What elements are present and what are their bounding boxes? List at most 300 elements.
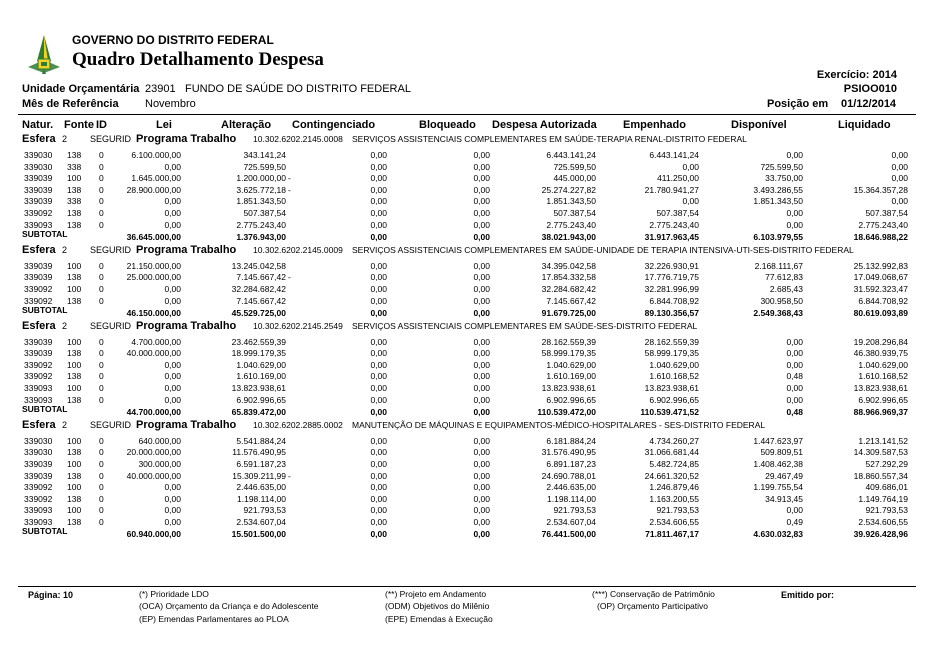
liquidado-cell: 1.213.141,52	[858, 435, 908, 446]
alteracao-cell: 1.610.169,00	[236, 371, 286, 382]
alteracao-cell: 6.591.187,23	[236, 458, 286, 469]
contingenciado-cell: 0,00	[370, 516, 387, 527]
lei-subtotal: 60.940.000,00	[126, 529, 181, 539]
table-row	[0, 395, 942, 406]
alteracao-cell: 23.462.559,39	[231, 336, 286, 347]
contingenciado-cell: 0,00	[370, 394, 387, 405]
autorizada-cell: 6.902.996,65	[546, 394, 596, 405]
empenhado-cell: 1.163.200,55	[649, 493, 699, 504]
fonte-cell: 138	[67, 272, 82, 283]
empenhado-cell: 31.066.681,44	[644, 447, 699, 458]
fonte-cell: 100	[67, 173, 82, 184]
lei-cell: 0,00	[164, 482, 181, 493]
liquidado-cell: 46.380.939,75	[853, 348, 908, 359]
empenhado-cell: 1.246.879,46	[649, 482, 699, 493]
col-lei: Lei	[156, 119, 172, 131]
liquidado-cell: 18.860.557,34	[853, 470, 908, 481]
bloqueado-cell: 0,00	[473, 219, 490, 230]
id-cell: 0	[99, 348, 104, 359]
bloqueado-cell: 0,00	[473, 371, 490, 382]
alteracao-cell: 725.599,50	[243, 161, 286, 172]
disponivel-cell: 1.447.623,97	[753, 435, 803, 446]
natur-cell: 339030	[24, 435, 53, 446]
empenhado-cell: 6.902.996,65	[649, 394, 699, 405]
natur-cell: 339092	[24, 208, 53, 218]
empenhado-cell: 32.281.996,99	[644, 283, 699, 294]
legend-odm: (ODM) Objetivos do Milênio	[385, 601, 490, 611]
liquidado-cell: 15.364.357,28	[853, 184, 908, 195]
fonte-cell: 138	[67, 470, 82, 481]
fonte-cell: 138	[67, 447, 82, 458]
contingenciado-cell: 0,00	[370, 283, 387, 294]
fonte-cell: 138	[67, 516, 82, 527]
col-autorizada: Despesa Autorizada	[492, 119, 597, 131]
org-name: GOVERNO DO DISTRITO FEDERAL	[72, 33, 274, 47]
programa-code: 10.302.6202.2145.0009	[253, 244, 343, 255]
liquidado-subtotal: 88.966.969,37	[853, 406, 908, 417]
alteracao-cell: 7.145.667,42	[236, 295, 286, 306]
disponivel-cell: 1.408.462,38	[753, 458, 803, 469]
contingenciado-cell: 0,00	[370, 295, 387, 306]
empenhado-cell: 17.776.719,75	[644, 272, 699, 283]
disponivel-cell: 29.467,49	[765, 470, 803, 481]
esfera-value: 2	[62, 244, 68, 255]
programa-desc: SERVIÇOS ASSISTENCIAIS COMPLEMENTARES EM SAÚDE-UNIDADE DE TERAPIA INTENSIVA-UTI-SES-DISTRITO FEDERAL	[352, 244, 854, 255]
autorizada-cell: 58.999.179,35	[541, 348, 596, 359]
subtotal-label: SUBTOTAL	[22, 304, 68, 315]
liquidado-cell: 0,00	[891, 196, 908, 207]
disponivel-cell: 0,48	[786, 371, 803, 382]
id-cell: 0	[99, 470, 104, 481]
lei-cell: 0,00	[164, 505, 181, 516]
lei-cell: 0,00	[164, 394, 181, 405]
id-cell: 0	[99, 161, 104, 172]
disponivel-cell: 0,00	[786, 348, 803, 359]
natur-cell: 339039	[24, 348, 53, 359]
liquidado-cell: 31.592.323,47	[853, 283, 908, 294]
liquidado-cell: 0,00	[891, 173, 908, 184]
header-divider	[18, 114, 916, 115]
page-number: Página: 10	[28, 590, 74, 600]
table-row	[0, 162, 942, 173]
table-row	[0, 371, 942, 382]
id-cell: 0	[99, 184, 104, 195]
bloqueado-cell: 0,00	[473, 458, 490, 469]
lei-cell: 25.000.000,00	[126, 272, 181, 283]
bloqueado-cell: 0,00	[473, 184, 490, 195]
natur-cell: 339039	[24, 458, 53, 469]
table-row	[0, 185, 942, 196]
table-row	[0, 436, 942, 447]
empenhado-cell: 921.793,53	[656, 505, 699, 516]
empenhado-subtotal: 71.811.467,17	[645, 529, 699, 539]
fonte-cell: 100	[67, 383, 82, 393]
bloqueado-cell: 0,00	[473, 173, 490, 184]
liquidado-cell: 2.534.606,55	[858, 516, 908, 527]
disponivel-subtotal: 0,48	[786, 406, 803, 417]
report-code: PSIOO010	[843, 83, 897, 95]
autorizada-cell: 6.181.884,24	[546, 435, 596, 446]
posicao-value: 01/12/2014	[841, 98, 897, 110]
fonte-cell: 138	[67, 371, 82, 382]
alteracao-cell: 1.040.629,00	[236, 359, 286, 370]
lei-cell: 0,00	[164, 283, 181, 294]
id-cell: 0	[99, 383, 104, 393]
autorizada-cell: 1.610.169,00	[546, 371, 596, 382]
mes-label: Mês de Referência	[22, 98, 119, 110]
col-id: ID	[96, 119, 107, 131]
bloqueado-subtotal: 0,00	[473, 529, 490, 539]
lei-subtotal: 46.150.000,00	[126, 307, 181, 318]
unidade-label: Unidade Orçamentária	[22, 83, 140, 95]
lei-cell: 0,00	[164, 493, 181, 504]
fonte-cell: 100	[67, 458, 82, 469]
liquidado-cell: 19.208.296,84	[853, 336, 908, 347]
liquidado-cell: 409.686,01	[865, 482, 908, 493]
table-row	[0, 517, 942, 528]
contingenciado-subtotal: 0,00	[370, 231, 387, 242]
contingenciado-subtotal: 0,00	[370, 406, 387, 417]
fonte-cell: 100	[67, 435, 82, 446]
autorizada-cell: 445.000,00	[553, 173, 596, 184]
bloqueado-cell: 0,00	[473, 435, 490, 446]
natur-cell: 339039	[24, 196, 53, 207]
lei-cell: 28.900.000,00	[126, 184, 181, 195]
id-cell: 0	[99, 283, 104, 294]
disponivel-cell: 0,00	[786, 208, 803, 218]
alteracao-cell: 13.245.042,58	[231, 260, 286, 271]
subtotal-row	[0, 403, 942, 418]
empenhado-subtotal: 110.539.471,52	[640, 406, 699, 417]
id-cell: 0	[99, 516, 104, 527]
alteracao-cell: 11.576.490,95	[232, 447, 286, 458]
empenhado-cell: 32.226.930,91	[644, 260, 699, 271]
legend-op: (OP) Orçamento Participativo	[597, 601, 709, 611]
autorizada-cell: 1.040.629,00	[546, 359, 596, 370]
subtotal-label: SUBTOTAL	[22, 403, 68, 414]
table-row	[0, 505, 942, 516]
esfera-value: 2	[62, 419, 68, 430]
natur-cell: 339030	[24, 150, 53, 160]
disponivel-cell: 0,00	[786, 505, 803, 516]
id-cell: 0	[99, 359, 104, 370]
liquidado-cell: 0,00	[891, 150, 908, 160]
lei-cell: 0,00	[164, 161, 181, 172]
id-cell: 0	[99, 458, 104, 469]
disponivel-cell: 0,00	[786, 150, 803, 160]
alteracao-cell: 32.284.682,42	[231, 283, 286, 294]
natur-cell: 339092	[24, 371, 53, 382]
fonte-cell: 100	[67, 359, 82, 370]
liquidado-cell: 921.793,53	[865, 505, 908, 516]
bloqueado-cell: 0,00	[473, 295, 490, 306]
contingenciado-cell: 0,00	[370, 371, 387, 382]
autorizada-subtotal: 110.539.472,00	[537, 406, 596, 417]
contingenciado-cell: 0,00	[370, 348, 387, 359]
liquidado-subtotal: 39.926.428,96	[853, 529, 908, 539]
autorizada-cell: 24.690.788,01	[541, 470, 596, 481]
empenhado-cell: 0,00	[682, 161, 699, 172]
table-row	[0, 173, 942, 184]
contingenciado-cell: 0,00	[370, 161, 387, 172]
empenhado-cell: 0,00	[682, 196, 699, 207]
fonte-cell: 100	[67, 283, 82, 294]
lei-cell: 300.000,00	[138, 458, 181, 469]
table-row	[0, 261, 942, 272]
disponivel-cell: 0,00	[786, 336, 803, 347]
liquidado-cell: 25.132.992,83	[853, 260, 908, 271]
lei-cell: 0,00	[164, 371, 181, 382]
emitido-por: Emitido por:	[781, 590, 834, 600]
alteracao-cell: 2.775.243,40	[236, 219, 286, 230]
unidade-name: FUNDO DE SAÚDE DO DISTRITO FEDERAL	[185, 83, 411, 95]
id-cell: 0	[99, 173, 104, 184]
col-disponivel: Disponível	[731, 119, 787, 131]
liquidado-cell: 2.775.243,40	[858, 219, 908, 230]
alteracao-cell: 921.793,53	[243, 505, 286, 516]
legend-projeto: (**) Projeto em Andamento	[385, 589, 487, 599]
col-empenhado: Empenhado	[623, 119, 686, 131]
table-row	[0, 494, 942, 505]
col-natur: Natur.	[22, 119, 54, 131]
lei-cell: 20.000.000,00	[126, 447, 181, 458]
program-header	[0, 244, 942, 257]
natur-cell: 339092	[24, 482, 53, 493]
programa-label: Programa Trabalho	[136, 418, 237, 431]
legend-oca: (OCA) Orçamento da Criança e do Adolescente	[139, 601, 319, 611]
contingenciado-cell: 0,00	[370, 447, 387, 458]
contingenciado-cell: 0,00	[370, 435, 387, 446]
id-cell: 0	[99, 394, 104, 405]
alteracao-sign: -	[288, 272, 291, 283]
bloqueado-cell: 0,00	[473, 283, 490, 294]
liquidado-subtotal: 18.646.988,22	[853, 231, 908, 242]
programa-code: 10.302.6202.2145.2549	[253, 320, 343, 331]
autorizada-cell: 1.198.114,00	[547, 493, 596, 504]
seguridade-code: SEGURID	[90, 244, 132, 255]
table-row	[0, 220, 942, 231]
autorizada-cell: 507.387,54	[553, 208, 596, 218]
bloqueado-cell: 0,00	[473, 493, 490, 504]
autorizada-cell: 28.162.559,39	[541, 336, 596, 347]
bloqueado-cell: 0,00	[473, 196, 490, 207]
col-contingenciado: Contingenciado	[292, 119, 376, 131]
disponivel-cell: 2.168.111,67	[754, 260, 803, 271]
programa-code: 10.302.6202.2145.0008	[253, 134, 343, 144]
lei-cell: 0,00	[164, 208, 181, 218]
contingenciado-cell: 0,00	[370, 184, 387, 195]
disponivel-cell: 3.493.286,55	[753, 184, 803, 195]
natur-cell: 339093	[24, 219, 53, 230]
bloqueado-cell: 0,00	[473, 470, 490, 481]
contingenciado-cell: 0,00	[370, 272, 387, 283]
contingenciado-cell: 0,00	[370, 150, 387, 160]
liquidado-cell: 1.610.168,52	[858, 371, 908, 382]
disponivel-cell: 0,00	[786, 383, 803, 393]
table-row	[0, 208, 942, 219]
disponivel-cell: 77.612,83	[765, 272, 803, 283]
natur-cell: 339093	[24, 394, 53, 405]
alteracao-cell: 15.309.211,99	[232, 470, 286, 481]
disponivel-cell: 0,00	[786, 394, 803, 405]
empenhado-cell: 2.534.606,55	[649, 516, 699, 527]
natur-cell: 339092	[24, 493, 53, 504]
table-row	[0, 447, 942, 458]
disponivel-cell: 725.599,50	[760, 161, 803, 172]
programa-desc: SERVIÇOS ASSISTENCIAIS COMPLEMENTARES EM SAÚDE-SES-DISTRITO FEDERAL	[352, 320, 698, 331]
id-cell: 0	[99, 295, 104, 306]
esfera-value: 2	[62, 320, 68, 331]
bloqueado-cell: 0,00	[473, 348, 490, 359]
contingenciado-subtotal: 0,00	[370, 529, 387, 539]
contingenciado-cell: 0,00	[370, 505, 387, 516]
table-row	[0, 471, 942, 482]
exercicio-label: Exercício: 2014	[816, 69, 897, 81]
subtotal-label: SUBTOTAL	[22, 228, 68, 239]
disponivel-cell: 34.913,45	[765, 493, 803, 504]
fonte-cell: 138	[67, 348, 82, 359]
posicao-label: Posição em	[767, 98, 829, 110]
programa-label: Programa Trabalho	[136, 243, 237, 256]
id-cell: 0	[99, 482, 104, 493]
fonte-cell: 138	[67, 184, 82, 195]
contingenciado-cell: 0,00	[370, 493, 387, 504]
disponivel-subtotal: 6.103.979,55	[753, 231, 803, 242]
autorizada-cell: 13.823.938,61	[541, 383, 596, 393]
id-cell: 0	[99, 260, 104, 271]
table-row	[0, 150, 942, 161]
autorizada-cell: 6.443.141,24	[546, 150, 596, 160]
autorizada-cell: 6.891.187,23	[546, 458, 596, 469]
disponivel-cell: 33.750,00	[765, 173, 803, 184]
legend-epe: (EPE) Emendas à Execução	[385, 614, 493, 624]
autorizada-cell: 31.576.490,95	[541, 447, 596, 458]
fonte-cell: 138	[67, 394, 82, 405]
liquidado-cell: 14.309.587,53	[853, 447, 908, 458]
seguridade-code: SEGURID	[90, 419, 132, 430]
col-bloqueado: Bloqueado	[419, 119, 476, 131]
id-cell: 0	[99, 493, 104, 504]
disponivel-cell: 0,00	[786, 219, 803, 230]
contingenciado-cell: 0,00	[370, 219, 387, 230]
liquidado-cell: 0,00	[891, 161, 908, 172]
contingenciado-cell: 0,00	[370, 173, 387, 184]
bloqueado-subtotal: 0,00	[473, 307, 490, 318]
esfera-label: Esfera	[22, 418, 56, 431]
subtotal-label: SUBTOTAL	[22, 526, 68, 536]
bloqueado-cell: 0,00	[473, 260, 490, 271]
empenhado-cell: 28.162.559,39	[644, 336, 699, 347]
disponivel-cell: 0,00	[786, 359, 803, 370]
report-title: Quadro Detalhamento Despesa	[72, 49, 324, 70]
fonte-cell: 138	[67, 493, 82, 504]
empenhado-subtotal: 89.130.356,57	[644, 307, 699, 318]
disponivel-cell: 1.199.755,54	[753, 482, 803, 493]
contingenciado-cell: 0,00	[370, 196, 387, 207]
contingenciado-subtotal: 0,00	[370, 307, 387, 318]
id-cell: 0	[99, 505, 104, 516]
bloqueado-cell: 0,00	[473, 359, 490, 370]
autorizada-cell: 1.851.343,50	[546, 196, 596, 207]
autorizada-subtotal: 76.441.500,00	[541, 529, 596, 539]
autorizada-cell: 17.854.332,58	[541, 272, 596, 283]
lei-cell: 1.645.000,00	[131, 173, 181, 184]
lei-subtotal: 36.645.000,00	[126, 231, 181, 242]
legend-prioridade: (*) Prioridade LDO	[139, 589, 209, 599]
empenhado-cell: 58.999.179,35	[644, 348, 699, 359]
lei-cell: 0,00	[164, 359, 181, 370]
id-cell: 0	[99, 447, 104, 458]
table-row	[0, 284, 942, 295]
table-row	[0, 459, 942, 470]
autorizada-cell: 921.793,53	[553, 505, 596, 516]
fonte-cell: 138	[67, 208, 82, 218]
id-cell: 0	[99, 196, 104, 207]
alteracao-cell: 18.999.179,35	[231, 348, 286, 359]
bloqueado-cell: 0,00	[473, 150, 490, 160]
alteracao-subtotal: 65.839.472,00	[231, 406, 286, 417]
fonte-cell: 100	[67, 260, 82, 271]
empenhado-cell: 6.443.141,24	[649, 150, 699, 160]
empenhado-cell: 13.823.938,61	[644, 383, 699, 393]
empenhado-cell: 21.780.941,27	[644, 184, 699, 195]
id-cell: 0	[99, 150, 104, 160]
alteracao-cell: 6.902.996,65	[236, 394, 286, 405]
id-cell: 0	[99, 371, 104, 382]
liquidado-cell: 13.823.938,61	[853, 383, 908, 393]
autorizada-cell: 7.145.667,42	[546, 295, 596, 306]
programa-label: Programa Trabalho	[136, 133, 237, 145]
bloqueado-cell: 0,00	[473, 447, 490, 458]
lei-cell: 0,00	[164, 516, 181, 527]
esfera-label: Esfera	[22, 133, 56, 145]
contingenciado-cell: 0,00	[370, 208, 387, 218]
disponivel-cell: 1.851.343,50	[753, 196, 803, 207]
alteracao-cell: 1.200.000,00	[236, 173, 286, 184]
table-row	[0, 296, 942, 307]
liquidado-cell: 6.902.996,65	[858, 394, 908, 405]
empenhado-cell: 24.661.320,52	[644, 470, 699, 481]
autorizada-subtotal: 91.679.725,00	[541, 307, 596, 318]
lei-cell: 0,00	[164, 383, 181, 393]
fonte-cell: 138	[67, 150, 82, 160]
programa-desc: MANUTENÇÃO DE MÁQUINAS E EQUIPAMENTOS-MÉDICO-HOSPITALARES - SES-DISTRITO FEDERAL	[352, 419, 766, 430]
alteracao-cell: 507.387,54	[243, 208, 286, 218]
table-row	[0, 348, 942, 359]
programa-desc: SERVIÇOS ASSISTENCIAIS COMPLEMENTARES EM SAÚDE-TERAPIA RENAL-DISTRITO FEDERAL	[352, 134, 747, 144]
bloqueado-cell: 0,00	[473, 394, 490, 405]
natur-cell: 339039	[24, 173, 53, 184]
esfera-value: 2	[62, 134, 68, 144]
subtotal-row	[0, 304, 942, 319]
disponivel-subtotal: 2.549.368,43	[753, 307, 803, 318]
fonte-cell: 138	[67, 219, 82, 230]
alteracao-cell: 1.851.343,50	[236, 196, 286, 207]
natur-cell: 339092	[24, 359, 53, 370]
alteracao-cell: 1.198.114,00	[237, 493, 286, 504]
disponivel-cell: 509.809,51	[760, 447, 803, 458]
unidade-code: 23901	[145, 83, 176, 95]
alteracao-sign: -	[288, 184, 291, 195]
table-row	[0, 360, 942, 371]
lei-cell: 6.100.000,00	[131, 150, 181, 160]
fonte-cell: 100	[67, 336, 82, 347]
natur-cell: 339039	[24, 470, 53, 481]
empenhado-subtotal: 31.917.963,45	[644, 231, 699, 242]
contingenciado-cell: 0,00	[370, 359, 387, 370]
programa-code: 10.302.6202.2885.0002	[253, 419, 343, 430]
esfera-label: Esfera	[22, 243, 56, 256]
